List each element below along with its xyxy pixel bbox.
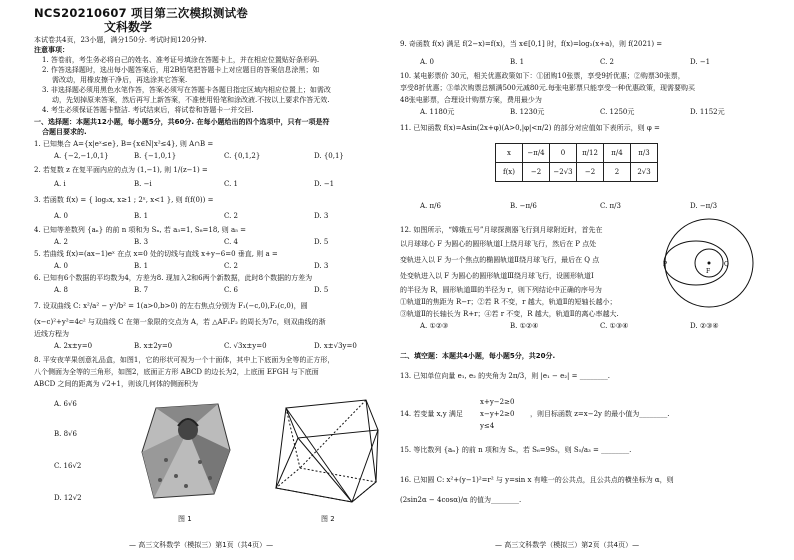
q4-option-a: A. 2 — [54, 238, 68, 246]
notice-3: 3. 非选择题必须用黑色水笔作答，答案必须写在答题卡各题目指定区域内相应位置上；如需改 — [42, 86, 331, 94]
q12-option-a: A. ①②③ — [420, 322, 449, 330]
table-cell: π/4 — [604, 144, 631, 163]
question-14-lead: 14. 若变量 x,y 满足 — [400, 410, 463, 418]
table-cell: f(x) — [496, 163, 523, 182]
q7-option-d: D. x±√3y=0 — [314, 342, 357, 350]
table-cell: −2 — [523, 163, 550, 182]
q1-option-b: B. {−1,0,1} — [134, 152, 177, 160]
q6-option-c: C. 6 — [224, 286, 239, 294]
q7-option-b: B. x±2y=0 — [134, 342, 173, 350]
q8-option-d: D. 12√2 — [54, 494, 82, 502]
q7-option-a: A. 2x±y=0 — [54, 342, 93, 350]
exam-subtitle: 文科数学 — [104, 20, 153, 34]
q11-option-a: A. π/6 — [420, 202, 441, 210]
page-2-footer: — 高三文科数学（模拟三）第2页（共4页）— — [495, 541, 640, 549]
table-cell: −π/4 — [523, 144, 550, 163]
q10-option-a: A. 1180元 — [420, 108, 455, 116]
table-cell: −2 — [577, 163, 604, 182]
question-12f: ①轨道Ⅱ的焦距为 R−r；②若 R 不变，r 越大，轨道Ⅱ的短轴长越小； — [400, 298, 617, 306]
table-row — [496, 144, 658, 163]
notice-2: 2. 作答选择题时，选出每小题答案后，用2B铅笔把答题卡上对应题目的答案信息涂黑；如 — [42, 66, 320, 74]
question-5: 5. 若曲线 f(x)=(ax−1)eˣ 在点 x=0 处的切线与直线 x+y−6=0 垂直, 则 a = — [34, 250, 278, 258]
q11-option-c: C. π/3 — [600, 202, 621, 210]
q5-option-a: A. 0 — [54, 262, 68, 270]
gift-box-photo — [126, 390, 246, 510]
question-7b: (x−c)²+y²=4c² 与双曲线 C 在第一象限的交点为 A，若 △AF₁F₂ 的周长为7c，则双曲线的渐 — [34, 318, 326, 326]
q14-constraint-2: x−y+2≥0 — [480, 410, 515, 418]
svg-text:F: F — [706, 268, 711, 275]
question-7c: 近线方程为 — [34, 330, 69, 338]
figure-2-caption: 图 2 — [321, 515, 335, 523]
question-8: 8. 平安夜苹果创意礼品盒，如图1，它的形状可视为一个十面体，其中上下底面为全等的正方形， — [34, 356, 335, 364]
question-10: 10. 某电影票价 30元，相关优惠政策如下：①团购10张票，享受9折优惠；②购票30张票， — [400, 72, 685, 80]
q8-option-b: B. 8√6 — [54, 430, 77, 438]
orbit-diagram — [662, 216, 756, 310]
question-10c: 48张电影票，合理设计购票方案，费用最少为 — [400, 96, 542, 104]
table-cell: −2√3 — [550, 163, 577, 182]
section2-heading: 二、填空题：本题共4小题，每小题5分，共20分. — [400, 352, 556, 360]
figure-1-caption: 图 1 — [178, 515, 192, 523]
q9-option-d: D. −1 — [690, 58, 711, 66]
decahedron-diagram — [266, 390, 386, 510]
q10-option-b: B. 1230元 — [510, 108, 545, 116]
q11-option-b: B. −π/6 — [510, 202, 537, 210]
table-cell: 2 — [604, 163, 631, 182]
question-12: 12. 如图所示，“嫦娥五号”月球探测器飞行到月球附近时，首先在 — [400, 226, 603, 234]
notice-4: 4. 考生必须保证答题卡整洁. 考试结束后，将试卷和答题卡一并交回. — [42, 106, 254, 114]
q12-option-d: D. ②③④ — [690, 322, 719, 330]
q2-option-a: A. i — [54, 180, 66, 188]
q2-option-b: B. −i — [134, 180, 152, 188]
q4-option-c: C. 4 — [224, 238, 239, 246]
q3-option-d: D. 3 — [314, 212, 329, 220]
q9-option-b: B. 1 — [510, 58, 525, 66]
question-10b: 享受8折优惠；③单次购票总额满500元减80元.每张电影票只能享受一种优惠政策，现需要购买 — [400, 84, 695, 92]
question-2: 2. 若复数 z 在复平面内应的点为 (1,−1), 则 1/(z−1) = — [34, 166, 208, 174]
table-cell: x — [496, 144, 523, 163]
q12-option-c: C. ①③④ — [600, 322, 629, 330]
q1-option-c: C. {0,1,2} — [224, 152, 261, 160]
svg-text:Q: Q — [724, 261, 729, 268]
q14-constraint-1: x+y−2≥0 — [480, 398, 515, 406]
q10-option-c: C. 1250元 — [600, 108, 635, 116]
question-9: 9. 奇函数 f(x) 满足 f(2−x)=f(x)，当 x∈[0,1] 时，f(x)=log₂(x+a)，则 f(2021) = — [400, 40, 663, 48]
q8-option-c: C. 16√2 — [54, 462, 82, 470]
q1-option-d: D. {0,1} — [314, 152, 344, 160]
notice-1: 1. 答卷前，考生务必将自己的姓名、准考证号填涂在答题卡上，并在相应位置贴好条形码. — [42, 56, 320, 64]
q6-option-a: A. 8 — [54, 286, 68, 294]
q2-option-c: C. 1 — [224, 180, 239, 188]
q5-option-c: C. 2 — [224, 262, 239, 270]
q3-option-b: B. 1 — [134, 212, 149, 220]
table-cell: π/3 — [631, 144, 658, 163]
section1-heading: 一、选择题：本题共12小题，每小题5分，共60分. 在每小题给出的四个选项中，只有一项是符 — [34, 118, 330, 126]
q2-option-d: D. −1 — [314, 180, 335, 188]
q5-option-b: B. 1 — [134, 262, 149, 270]
question-12c: 变轨进入以 F 为一个焦点的椭圆轨道Ⅱ绕月球飞行，最后在 Q 点 — [400, 256, 600, 264]
table-cell: π/12 — [577, 144, 604, 163]
question-13: 13. 已知单位向量 e₁, e₂ 的夹角为 2π/3，则 |e₁ − e₂| = ________. — [400, 372, 610, 380]
table-cell: 2√3 — [631, 163, 658, 182]
question-8b: 八个侧面为全等的三角形，如图2，底面正方形 ABCD 的边长为2，上底面 EFGH 与下底面 — [34, 368, 319, 376]
q3-option-c: C. 2 — [224, 212, 239, 220]
q3-option-a: A. 0 — [54, 212, 68, 220]
table-cell: 0 — [550, 144, 577, 163]
q4-option-b: B. 3 — [134, 238, 149, 246]
question-3: 3. 若函数 f(x) = { log₃x, x≥1 ; 2ˣ, x<1 }, 则 f(f(0)) = — [34, 196, 214, 204]
notice-3b: 动，先划掉原来答案，然后再写上新答案，不准使用铅笔和涂改液.不按以上要求作答无效. — [52, 96, 330, 104]
q10-option-d: D. 1152元 — [690, 108, 725, 116]
notice-label: 注意事项： — [34, 46, 69, 54]
q7-option-c: C. √3x±y=0 — [224, 342, 267, 350]
q6-option-b: B. 7 — [134, 286, 149, 294]
question-4: 4. 已知等差数列 {aₙ} 的前 n 项和为 Sₙ, 若 a₃=1, S₈=18, 则 a₅ = — [34, 226, 247, 234]
page-1-footer: — 高三文科数学（模拟三）第1页（共4页）— — [129, 541, 274, 549]
q14-constraint-3: y≤4 — [480, 422, 495, 430]
question-14-tail: ，则目标函数 z=x−2y 的最小值为________. — [530, 410, 670, 418]
section1-heading-b: 合题目要求的. — [42, 128, 87, 136]
value-table — [495, 143, 658, 182]
question-12g: ③轨道Ⅱ的长轴长为 R+r；④若 r 不变，R 越大，轨道Ⅱ的离心率越大. — [400, 310, 619, 318]
question-12d: 处变轨进入以 F 为圆心的圆形轨道Ⅲ绕月球飞行，设圆形轨道Ⅰ — [400, 272, 594, 280]
question-16b: (2sin2α − 4cosα)/α 的值为________. — [400, 496, 522, 504]
q4-option-d: D. 5 — [314, 238, 329, 246]
question-1: 1. 已知集合 A={x|eˣ≤e}, B={x∈N|x²≤4}, 则 A∩B = — [34, 140, 214, 148]
page-2 — [400, 0, 760, 560]
svg-text:P: P — [663, 261, 668, 268]
q5-option-d: D. 3 — [314, 262, 329, 270]
question-15: 15. 等比数列 {aₙ} 的前 n 项和为 Sₙ，若 S₆=9S₃，则 S₅/a₃ = ________. — [400, 446, 632, 454]
q8-option-a: A. 6√6 — [54, 400, 77, 408]
notice-2b: 需改动，用橡皮擦干净后，再选涂其它答案. — [52, 76, 188, 84]
exam-info: 本试卷共4页，23小题，满分150分. 考试时间120分钟. — [34, 36, 207, 44]
question-7: 7. 设双曲线 C: x²/a² − y²/b² = 1(a>0,b>0) 的左右焦点分别为 F₁(−c,0),F₂(c,0)，圆 — [34, 302, 308, 310]
table-row — [496, 163, 658, 182]
q12-option-b: B. ①②④ — [510, 322, 539, 330]
exam-title: NCS20210607 项目第三次模拟测试卷 — [34, 6, 248, 20]
question-12b: 以月球球心 F 为圆心的圆形轨道Ⅰ上绕月球飞行，然后在 P 点处 — [400, 240, 597, 248]
q9-option-c: C. 2 — [600, 58, 615, 66]
q11-option-d: D. −π/3 — [690, 202, 718, 210]
question-12e: 的半径为 R，圆形轨道Ⅲ的半径为 r，则下列结论中正确的序号为 — [400, 286, 602, 294]
q9-option-a: A. 0 — [420, 58, 434, 66]
question-11: 11. 已知函数 f(x)=Asin(2x+φ)(A>0,|φ|<π/2) 的部分对应值如下表所示，则 φ = — [400, 124, 660, 132]
question-8c: ABCD 之间的距离为 √2+1，则该几何体的侧面积为 — [34, 380, 198, 388]
question-16: 16. 已知圆 C: x²+(y−1)²=r² 与 y=sin x 有唯一的公共点，且公共点的横坐标为 α，则 — [400, 476, 674, 484]
page-1 — [34, 0, 394, 560]
q1-option-a: A. {−2,−1,0,1} — [54, 152, 109, 160]
q6-option-d: D. 5 — [314, 286, 329, 294]
question-6: 6. 已知有6个数据的平均数为4，方差为8. 现加入2和6两个新数据，此时8个数据的方差为 — [34, 274, 313, 282]
